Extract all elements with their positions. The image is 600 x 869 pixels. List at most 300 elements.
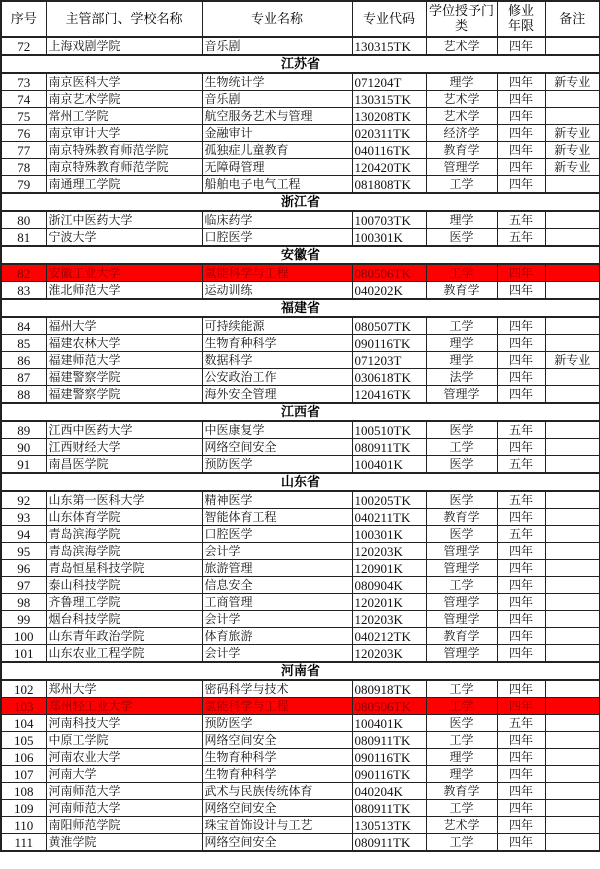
cell-category: 教育学 <box>426 628 497 645</box>
cell-major: 预防医学 <box>202 456 352 474</box>
table-row <box>1 108 600 125</box>
cell-no: 102 <box>1 680 46 698</box>
cell-years: 五年 <box>497 211 545 229</box>
cell-note <box>545 645 600 663</box>
cell-note <box>545 800 600 817</box>
cell-category: 工学 <box>426 264 497 282</box>
cell-note: 新专业 <box>545 142 600 159</box>
table-row <box>1 766 600 783</box>
cell-school: 南京艺术学院 <box>46 91 202 108</box>
cell-major: 旅游管理 <box>202 560 352 577</box>
cell-code: 130315TK <box>352 37 426 55</box>
header-no: 序号 <box>1 1 46 37</box>
cell-no: 99 <box>1 611 46 628</box>
cell-major: 会计学 <box>202 543 352 560</box>
table-row-highlighted <box>1 698 600 715</box>
cell-code: 120203K <box>352 543 426 560</box>
cell-code: 040202K <box>352 282 426 300</box>
cell-school: 河南大学 <box>46 766 202 783</box>
cell-years: 五年 <box>497 421 545 439</box>
cell-years: 五年 <box>497 456 545 474</box>
cell-years: 四年 <box>497 317 545 335</box>
cell-school: 青岛恒星科技学院 <box>46 560 202 577</box>
cell-school: 青岛滨海学院 <box>46 543 202 560</box>
cell-no: 106 <box>1 749 46 766</box>
cell-no: 96 <box>1 560 46 577</box>
cell-code: 120416TK <box>352 386 426 404</box>
cell-years: 四年 <box>497 817 545 834</box>
cell-school: 河南科技大学 <box>46 715 202 732</box>
cell-note: 新专业 <box>545 73 600 91</box>
table-row <box>1 73 600 91</box>
table-row <box>1 732 600 749</box>
cell-major: 网络空间安全 <box>202 439 352 456</box>
cell-category: 工学 <box>426 732 497 749</box>
table-row <box>1 211 600 229</box>
cell-years: 四年 <box>497 628 545 645</box>
cell-years: 四年 <box>497 698 545 715</box>
cell-code: 100205TK <box>352 491 426 509</box>
cell-years: 四年 <box>497 766 545 783</box>
cell-category: 法学 <box>426 369 497 386</box>
cell-major: 音乐剧 <box>202 37 352 55</box>
cell-major: 音乐剧 <box>202 91 352 108</box>
cell-major: 船舶电子电气工程 <box>202 176 352 194</box>
cell-school: 安徽工业大学 <box>46 264 202 282</box>
cell-category: 医学 <box>426 456 497 474</box>
cell-school: 河南师范大学 <box>46 800 202 817</box>
cell-no: 86 <box>1 352 46 369</box>
cell-no: 109 <box>1 800 46 817</box>
cell-years: 四年 <box>497 91 545 108</box>
cell-major: 会计学 <box>202 611 352 628</box>
cell-category: 工学 <box>426 439 497 456</box>
cell-major: 智能体育工程 <box>202 509 352 526</box>
cell-note: 新专业 <box>545 352 600 369</box>
cell-category: 管理学 <box>426 386 497 404</box>
cell-category: 工学 <box>426 317 497 335</box>
cell-note <box>545 369 600 386</box>
cell-note <box>545 783 600 800</box>
cell-years: 四年 <box>497 732 545 749</box>
table-row <box>1 509 600 526</box>
cell-category: 管理学 <box>426 645 497 663</box>
cell-category: 教育学 <box>426 142 497 159</box>
cell-major: 数据科学 <box>202 352 352 369</box>
table-row <box>1 125 600 142</box>
cell-code: 020311TK <box>352 125 426 142</box>
cell-major: 生物育种科学 <box>202 335 352 352</box>
cell-years: 四年 <box>497 37 545 55</box>
cell-code: 120420TK <box>352 159 426 176</box>
cell-note <box>545 749 600 766</box>
cell-no: 76 <box>1 125 46 142</box>
table-row <box>1 645 600 663</box>
cell-years: 四年 <box>497 352 545 369</box>
table-body <box>1 37 600 851</box>
province-row <box>1 403 600 421</box>
cell-category: 医学 <box>426 526 497 543</box>
cell-school: 南阳师范学院 <box>46 817 202 834</box>
cell-category: 理学 <box>426 749 497 766</box>
table-row <box>1 715 600 732</box>
province-row <box>1 299 600 317</box>
cell-note <box>545 264 600 282</box>
province-label: 安徽省 <box>1 246 600 264</box>
header-years: 修业年限 <box>497 1 545 37</box>
header-category: 学位授予门类 <box>426 1 497 37</box>
cell-code: 090116TK <box>352 766 426 783</box>
cell-major: 工商管理 <box>202 594 352 611</box>
cell-major: 生物育种科学 <box>202 766 352 783</box>
cell-code: 080506TK <box>352 264 426 282</box>
cell-code: 080918TK <box>352 680 426 698</box>
cell-code: 040204K <box>352 783 426 800</box>
cell-school: 福建农林大学 <box>46 335 202 352</box>
cell-major: 无障碍管理 <box>202 159 352 176</box>
cell-school: 山东体育学院 <box>46 509 202 526</box>
cell-category: 管理学 <box>426 560 497 577</box>
cell-years: 四年 <box>497 560 545 577</box>
cell-major: 公安政治工作 <box>202 369 352 386</box>
cell-school: 黄淮学院 <box>46 834 202 852</box>
cell-school: 河南师范大学 <box>46 783 202 800</box>
cell-major: 金融审计 <box>202 125 352 142</box>
cell-school: 福州大学 <box>46 317 202 335</box>
cell-category: 艺术学 <box>426 91 497 108</box>
cell-major: 武术与民族传统体育 <box>202 783 352 800</box>
cell-note <box>545 766 600 783</box>
cell-major: 珠宝首饰设计与工艺 <box>202 817 352 834</box>
cell-years: 四年 <box>497 800 545 817</box>
cell-category: 教育学 <box>426 509 497 526</box>
cell-years: 四年 <box>497 594 545 611</box>
cell-category: 理学 <box>426 73 497 91</box>
cell-major: 海外安全管理 <box>202 386 352 404</box>
cell-school: 南京特殊教育师范学院 <box>46 159 202 176</box>
cell-category: 管理学 <box>426 594 497 611</box>
cell-years: 四年 <box>497 386 545 404</box>
cell-no: 94 <box>1 526 46 543</box>
cell-major: 信息安全 <box>202 577 352 594</box>
cell-no: 78 <box>1 159 46 176</box>
cell-school: 常州工学院 <box>46 108 202 125</box>
cell-note <box>545 817 600 834</box>
cell-note <box>545 386 600 404</box>
cell-major: 运动训练 <box>202 282 352 300</box>
cell-no: 105 <box>1 732 46 749</box>
header-note: 备注 <box>545 1 600 37</box>
cell-note <box>545 732 600 749</box>
cell-school: 山东青年政治学院 <box>46 628 202 645</box>
cell-school: 南京审计大学 <box>46 125 202 142</box>
cell-note <box>545 698 600 715</box>
cell-code: 080911TK <box>352 834 426 852</box>
table-header <box>1 1 600 37</box>
cell-category: 工学 <box>426 698 497 715</box>
cell-code: 100401K <box>352 456 426 474</box>
cell-major: 会计学 <box>202 645 352 663</box>
header-school: 主管部门、学校名称 <box>46 1 202 37</box>
cell-category: 经济学 <box>426 125 497 142</box>
cell-category: 工学 <box>426 834 497 852</box>
cell-major: 网络空间安全 <box>202 732 352 749</box>
cell-category: 艺术学 <box>426 817 497 834</box>
cell-major: 生物统计学 <box>202 73 352 91</box>
cell-category: 医学 <box>426 229 497 247</box>
table-row <box>1 526 600 543</box>
cell-major: 临床药学 <box>202 211 352 229</box>
cell-code: 040211TK <box>352 509 426 526</box>
cell-years: 四年 <box>497 543 545 560</box>
cell-code: 080507TK <box>352 317 426 335</box>
cell-code: 071204T <box>352 73 426 91</box>
cell-note <box>545 611 600 628</box>
cell-note <box>545 229 600 247</box>
cell-code: 080911TK <box>352 800 426 817</box>
cell-category: 教育学 <box>426 783 497 800</box>
table-row <box>1 91 600 108</box>
cell-code: 120203K <box>352 611 426 628</box>
cell-code: 080904K <box>352 577 426 594</box>
cell-school: 宁波大学 <box>46 229 202 247</box>
table-row <box>1 142 600 159</box>
cell-code: 080911TK <box>352 732 426 749</box>
cell-major: 氢能科学与工程 <box>202 698 352 715</box>
cell-major: 生物育种科学 <box>202 749 352 766</box>
cell-school: 淮北师范大学 <box>46 282 202 300</box>
cell-school: 江西中医药大学 <box>46 421 202 439</box>
table-row <box>1 317 600 335</box>
cell-category: 管理学 <box>426 543 497 560</box>
cell-note <box>545 715 600 732</box>
table-row <box>1 456 600 474</box>
cell-note <box>545 491 600 509</box>
cell-school: 南京特殊教育师范学院 <box>46 142 202 159</box>
cell-years: 四年 <box>497 749 545 766</box>
cell-category: 管理学 <box>426 611 497 628</box>
cell-years: 四年 <box>497 282 545 300</box>
cell-note <box>545 282 600 300</box>
table-row <box>1 352 600 369</box>
province-label: 江苏省 <box>1 55 600 73</box>
cell-school: 南通理工学院 <box>46 176 202 194</box>
cell-no: 103 <box>1 698 46 715</box>
province-row <box>1 473 600 491</box>
cell-category: 理学 <box>426 335 497 352</box>
cell-no: 83 <box>1 282 46 300</box>
cell-code: 120203K <box>352 645 426 663</box>
cell-years: 四年 <box>497 577 545 594</box>
cell-major: 网络空间安全 <box>202 834 352 852</box>
cell-no: 91 <box>1 456 46 474</box>
cell-school: 河南农业大学 <box>46 749 202 766</box>
cell-no: 80 <box>1 211 46 229</box>
cell-no: 92 <box>1 491 46 509</box>
cell-no: 88 <box>1 386 46 404</box>
cell-years: 四年 <box>497 439 545 456</box>
cell-no: 97 <box>1 577 46 594</box>
table-row <box>1 560 600 577</box>
cell-code: 100703TK <box>352 211 426 229</box>
cell-school: 福建警察学院 <box>46 369 202 386</box>
cell-note <box>545 560 600 577</box>
cell-no: 104 <box>1 715 46 732</box>
cell-category: 工学 <box>426 680 497 698</box>
cell-category: 教育学 <box>426 282 497 300</box>
header-row <box>1 1 600 37</box>
province-label: 福建省 <box>1 299 600 317</box>
table-row <box>1 282 600 300</box>
table-row <box>1 594 600 611</box>
cell-school: 福建师范大学 <box>46 352 202 369</box>
cell-category: 艺术学 <box>426 37 497 55</box>
cell-years: 四年 <box>497 834 545 852</box>
province-row <box>1 662 600 680</box>
cell-no: 93 <box>1 509 46 526</box>
cell-code: 040116TK <box>352 142 426 159</box>
cell-years: 四年 <box>497 335 545 352</box>
cell-note <box>545 509 600 526</box>
cell-code: 120201K <box>352 594 426 611</box>
table-row <box>1 749 600 766</box>
cell-category: 理学 <box>426 352 497 369</box>
cell-code: 040212TK <box>352 628 426 645</box>
cell-major: 网络空间安全 <box>202 800 352 817</box>
cell-no: 85 <box>1 335 46 352</box>
cell-school: 青岛滨海学院 <box>46 526 202 543</box>
cell-no: 77 <box>1 142 46 159</box>
table-row <box>1 543 600 560</box>
cell-school: 上海戏剧学院 <box>46 37 202 55</box>
table-row <box>1 491 600 509</box>
cell-code: 100301K <box>352 526 426 543</box>
cell-code: 081808TK <box>352 176 426 194</box>
province-label: 江西省 <box>1 403 600 421</box>
table-row <box>1 611 600 628</box>
cell-major: 航空服务艺术与管理 <box>202 108 352 125</box>
cell-no: 111 <box>1 834 46 852</box>
table-row <box>1 834 600 852</box>
cell-no: 72 <box>1 37 46 55</box>
cell-category: 理学 <box>426 211 497 229</box>
cell-note <box>545 456 600 474</box>
cell-no: 79 <box>1 176 46 194</box>
cell-code: 030618TK <box>352 369 426 386</box>
cell-note <box>545 680 600 698</box>
cell-note <box>545 577 600 594</box>
cell-years: 四年 <box>497 125 545 142</box>
cell-note: 新专业 <box>545 159 600 176</box>
cell-no: 84 <box>1 317 46 335</box>
cell-major: 精神医学 <box>202 491 352 509</box>
cell-years: 四年 <box>497 611 545 628</box>
cell-category: 工学 <box>426 800 497 817</box>
header-major: 专业名称 <box>202 1 352 37</box>
table-row <box>1 386 600 404</box>
cell-category: 医学 <box>426 491 497 509</box>
table-row <box>1 577 600 594</box>
cell-no: 98 <box>1 594 46 611</box>
cell-years: 四年 <box>497 73 545 91</box>
cell-no: 73 <box>1 73 46 91</box>
cell-note <box>545 594 600 611</box>
cell-note: 新专业 <box>545 125 600 142</box>
table-row <box>1 159 600 176</box>
province-label: 山东省 <box>1 473 600 491</box>
cell-note <box>545 176 600 194</box>
cell-years: 五年 <box>497 229 545 247</box>
cell-years: 四年 <box>497 509 545 526</box>
table-row <box>1 369 600 386</box>
cell-category: 工学 <box>426 176 497 194</box>
cell-code: 080911TK <box>352 439 426 456</box>
cell-no: 74 <box>1 91 46 108</box>
cell-note <box>545 91 600 108</box>
cell-no: 89 <box>1 421 46 439</box>
cell-no: 107 <box>1 766 46 783</box>
cell-no: 95 <box>1 543 46 560</box>
cell-note <box>545 335 600 352</box>
cell-school: 泰山科技学院 <box>46 577 202 594</box>
table-row <box>1 335 600 352</box>
cell-school: 江西财经大学 <box>46 439 202 456</box>
table-row <box>1 229 600 247</box>
cell-code: 080506TK <box>352 698 426 715</box>
cell-years: 四年 <box>497 369 545 386</box>
table-row <box>1 37 600 55</box>
cell-no: 100 <box>1 628 46 645</box>
cell-note <box>545 628 600 645</box>
table-row <box>1 176 600 194</box>
cell-note <box>545 834 600 852</box>
cell-note <box>545 439 600 456</box>
cell-major: 中医康复学 <box>202 421 352 439</box>
cell-note <box>545 211 600 229</box>
cell-no: 87 <box>1 369 46 386</box>
cell-school: 齐鲁理工学院 <box>46 594 202 611</box>
cell-no: 101 <box>1 645 46 663</box>
cell-category: 艺术学 <box>426 108 497 125</box>
cell-category: 医学 <box>426 421 497 439</box>
cell-school: 山东第一医科大学 <box>46 491 202 509</box>
cell-major: 体育旅游 <box>202 628 352 645</box>
cell-school: 山东农业工程学院 <box>46 645 202 663</box>
cell-school: 福建警察学院 <box>46 386 202 404</box>
cell-note <box>545 37 600 55</box>
cell-school: 浙江中医药大学 <box>46 211 202 229</box>
cell-major: 口腔医学 <box>202 229 352 247</box>
cell-major: 密码科学与技术 <box>202 680 352 698</box>
cell-years: 五年 <box>497 526 545 543</box>
table-row <box>1 680 600 698</box>
cell-code: 100301K <box>352 229 426 247</box>
cell-code: 100510TK <box>352 421 426 439</box>
cell-no: 82 <box>1 264 46 282</box>
cell-years: 四年 <box>497 680 545 698</box>
cell-school: 南京医科大学 <box>46 73 202 91</box>
cell-note <box>545 108 600 125</box>
cell-school: 郑州轻工业大学 <box>46 698 202 715</box>
table-row-highlighted <box>1 264 600 282</box>
cell-no: 81 <box>1 229 46 247</box>
cell-years: 四年 <box>497 142 545 159</box>
cell-no: 108 <box>1 783 46 800</box>
cell-note <box>545 317 600 335</box>
province-label: 河南省 <box>1 662 600 680</box>
cell-major: 口腔医学 <box>202 526 352 543</box>
province-row <box>1 55 600 73</box>
